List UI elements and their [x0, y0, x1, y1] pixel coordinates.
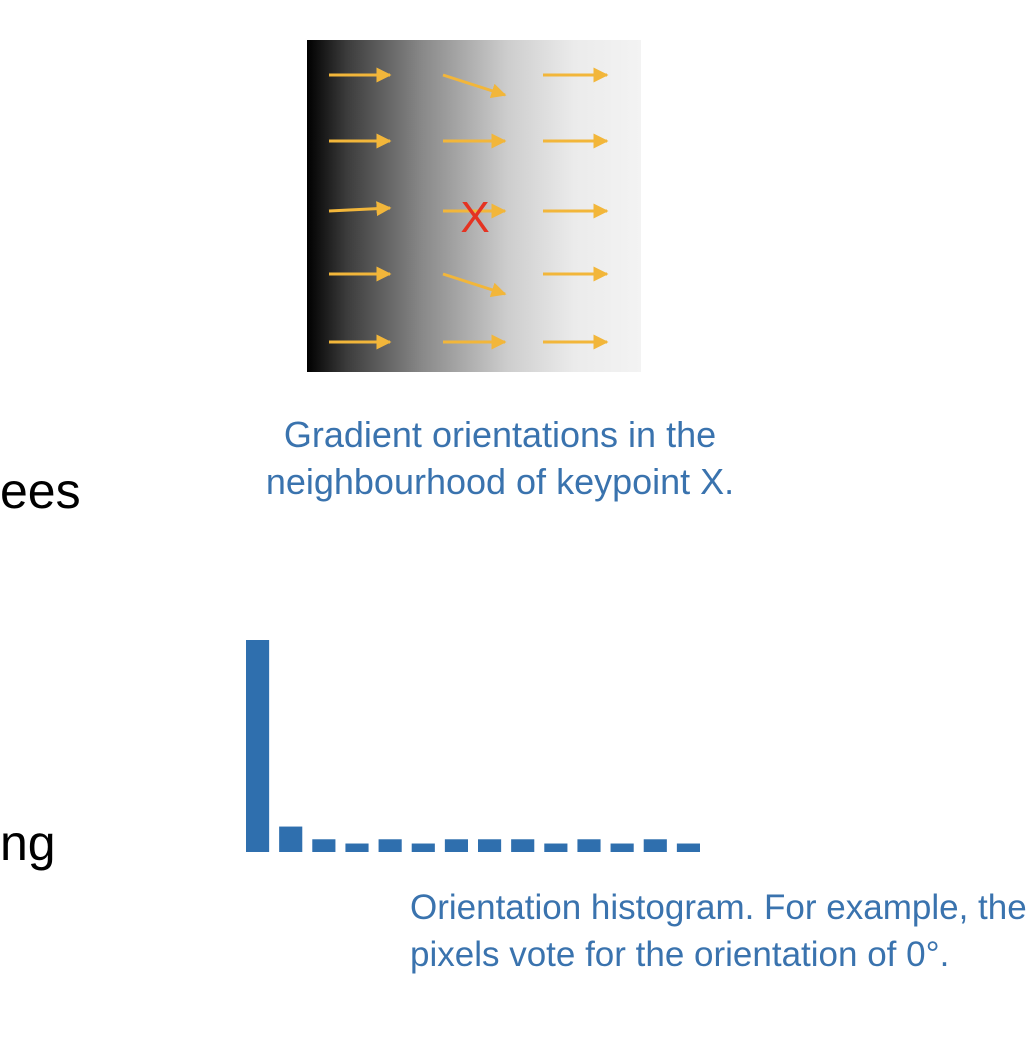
- histogram-caption-line-1: Orientation histogram. For example, the: [410, 888, 1027, 927]
- histogram-bar-b6: [412, 844, 435, 852]
- histogram-bar-b9: [511, 839, 534, 852]
- histogram-bar-b3: [312, 839, 335, 852]
- partial-text-ng: ng: [0, 815, 56, 871]
- partial-text-ees: ees: [0, 463, 81, 519]
- histogram-bar-b1: [246, 640, 269, 852]
- gradient-orientation-figure: [307, 40, 641, 372]
- histogram-caption: [410, 884, 1027, 978]
- histogram-bar-b4: [345, 844, 368, 852]
- histogram-bar-b7: [445, 839, 468, 852]
- histogram-bar-b5: [379, 839, 402, 852]
- histogram-bar-b14: [677, 844, 700, 852]
- histogram-bar-b8: [478, 839, 501, 852]
- gradient-caption-line-2: neighbourhood of keypoint X.: [265, 461, 735, 502]
- histogram-bar-b10: [544, 844, 567, 852]
- gradient-caption-line-1: Gradient orientations in the: [283, 414, 717, 455]
- orientation-histogram: [246, 640, 700, 852]
- histogram-caption-line-2: pixels vote for the orientation of 0°.: [410, 935, 950, 974]
- gradient-caption: [160, 411, 840, 505]
- histogram-bar-b12: [611, 844, 634, 852]
- histogram-bar-b2: [279, 827, 302, 852]
- histogram-bar-b13: [644, 839, 667, 852]
- histogram-bar-b11: [577, 839, 600, 852]
- keypoint-marker: X: [460, 193, 490, 242]
